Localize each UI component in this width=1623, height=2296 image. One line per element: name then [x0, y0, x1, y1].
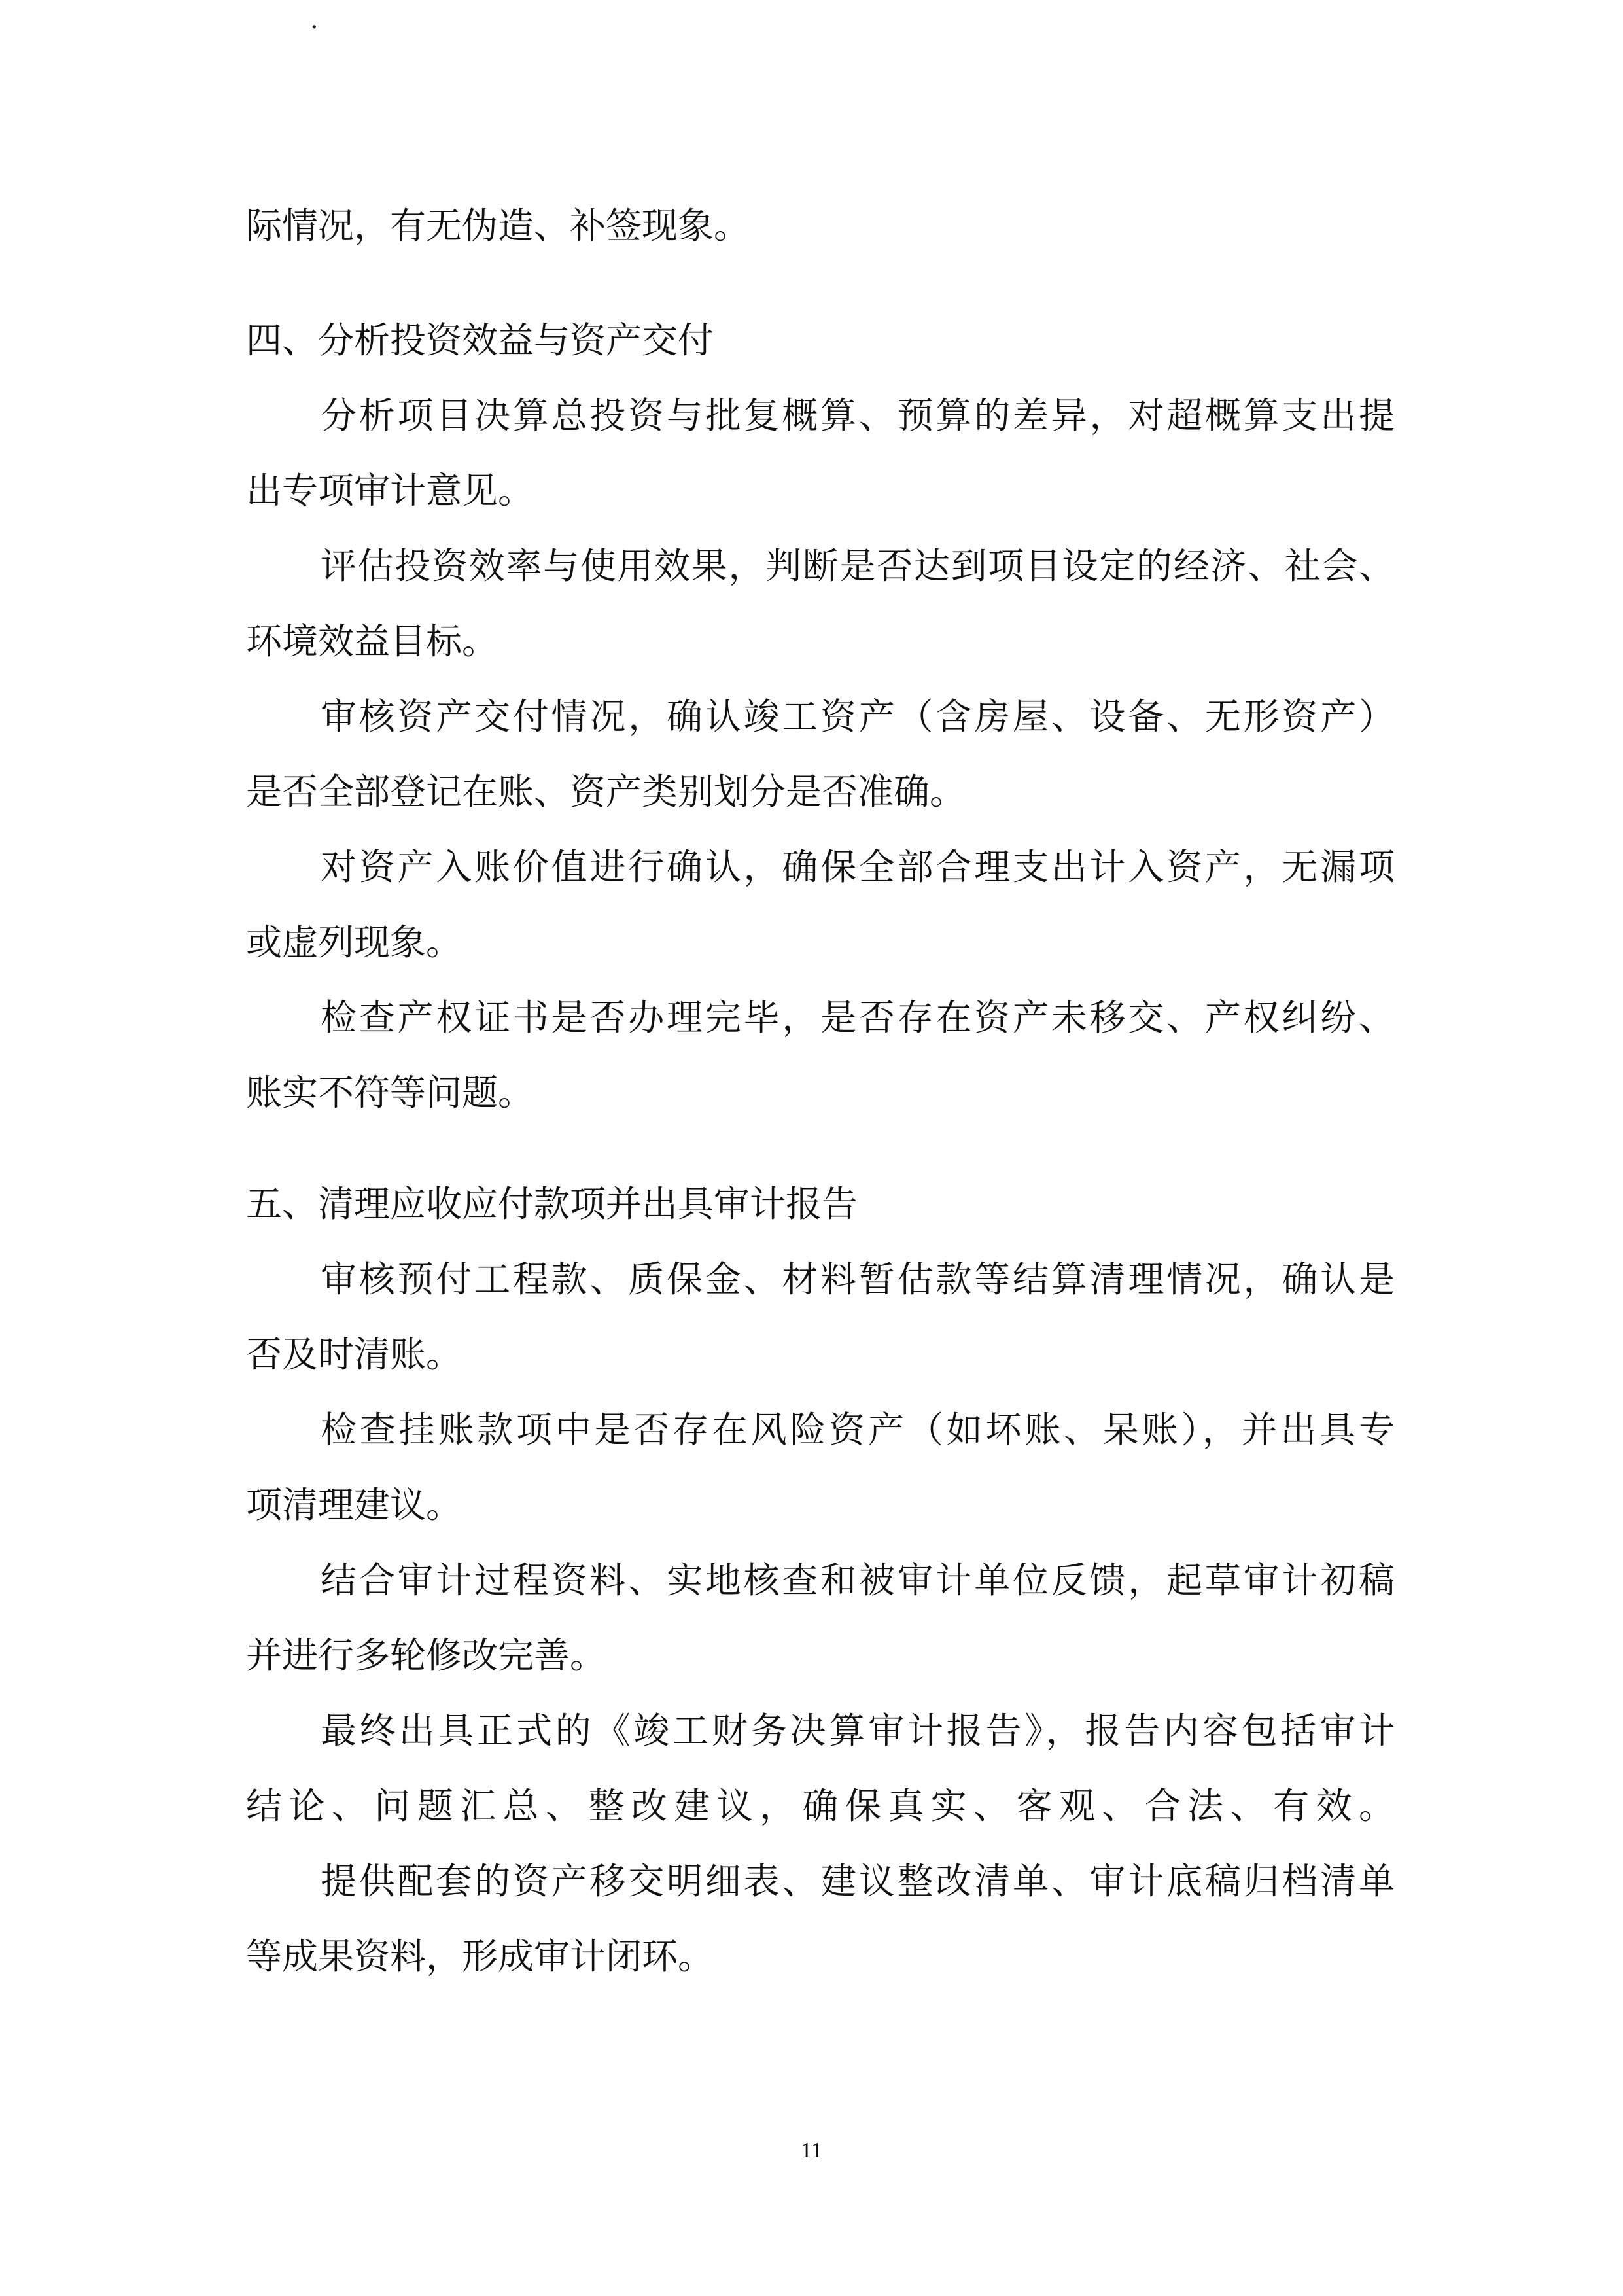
paragraph-line: 否及时清账。: [246, 1333, 462, 1375]
document-body: [246, 188, 1395, 1994]
paragraph-line: 或虚列现象。: [246, 921, 462, 963]
section-5-heading: 五、清理应收应付款项并出具审计报告: [246, 1183, 858, 1225]
top-mark: ·: [310, 12, 319, 43]
paragraph-line: 结论、问题汇总、整改建议，确保真实、客观、合法、有效。: [246, 1785, 1395, 1827]
paragraph-line: 评估投资效率与使用效果，判断是否达到项目设定的经济、社会、: [321, 545, 1395, 587]
paragraph-line: 对资产入账价值进行确认，确保全部合理支出计入资产，无漏项: [321, 846, 1395, 888]
page-number: 11: [801, 2138, 822, 2163]
paragraph-line: 出专项审计意见。: [246, 470, 534, 512]
paragraph-line: 项清理建议。: [246, 1484, 462, 1526]
paragraph-line: 并进行多轮修改完善。: [246, 1634, 606, 1676]
paragraph-line: 审核预付工程款、质保金、材料暂估款等结算清理情况，确认是: [321, 1258, 1395, 1300]
paragraph-line: 是否全部登记在账、资产类别划分是否准确。: [246, 771, 966, 813]
paragraph-line: 结合审计过程资料、实地核查和被审计单位反馈，起草审计初稿: [321, 1559, 1395, 1601]
paragraph-line: 最终出具正式的《竣工财务决算审计报告》，报告内容包括审计: [321, 1710, 1395, 1752]
paragraph-line: 分析项目决算总投资与批复概算、预算的差异，对超概算支出提: [321, 395, 1395, 436]
intro-line: 际情况，有无伪造、补签现象。: [246, 205, 750, 247]
section-4-heading: 四、分析投资效益与资产交付: [246, 319, 714, 361]
paragraph-line: 等成果资料，形成审计闭环。: [246, 1935, 714, 1977]
paragraph-line: 检查挂账款项中是否存在风险资产（如坏账、呆账），并出具专: [321, 1409, 1395, 1451]
paragraph-line: 提供配套的资产移交明细表、建议整改清单、审计底稿归档清单: [321, 1860, 1395, 1902]
paragraph-line: 环境效益目标。: [246, 620, 498, 662]
paragraph-line: 检查产权证书是否办理完毕，是否存在资产未移交、产权纠纷、: [321, 997, 1395, 1038]
paragraph-line: 账实不符等问题。: [246, 1072, 534, 1114]
paragraph-line: 审核资产交付情况，确认竣工资产（含房屋、设备、无形资产）: [321, 696, 1395, 737]
